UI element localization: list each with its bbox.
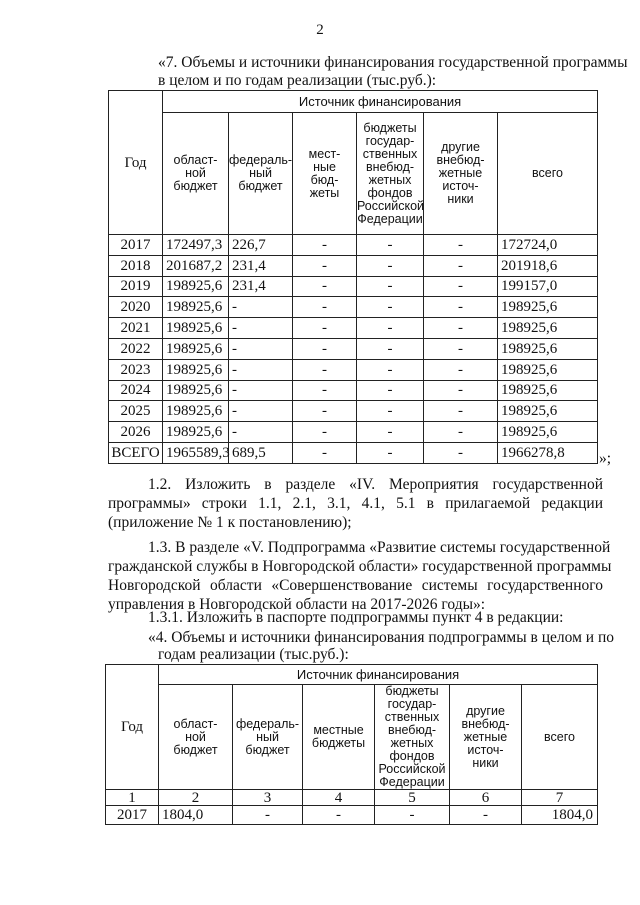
amount-cell: 172497,3: [163, 235, 229, 256]
column-number: 6: [450, 790, 522, 806]
section7-heading-line1: «7. Объемы и источники финансирования государственной программы: [158, 54, 628, 71]
amount-cell: -: [233, 806, 303, 825]
year-cell: 2023: [109, 359, 163, 380]
amount-cell: -: [229, 318, 293, 339]
amount-cell: -: [424, 297, 498, 318]
amount-cell: 198925,6: [163, 359, 229, 380]
amount-cell: -: [293, 276, 357, 297]
amount-cell: 198925,6: [498, 422, 598, 443]
paragraph-1-2-line3: (приложение № 1 к постановлению);: [108, 514, 352, 531]
paragraph-1-2-line2: программы» строки 1.1, 2.1, 3.1, 4.1, 5.1 в прилагаемой редакции: [108, 495, 603, 512]
table-row: [109, 359, 598, 380]
amount-cell: -: [424, 380, 498, 401]
col-header-total: всего: [522, 685, 598, 790]
amount-cell: 198925,6: [498, 380, 598, 401]
table-row: [109, 318, 598, 339]
amount-cell: 231,4: [229, 276, 293, 297]
amount-cell: -: [424, 318, 498, 339]
table-row: [109, 276, 598, 297]
amount-cell: -: [293, 380, 357, 401]
amount-cell: 198925,6: [163, 422, 229, 443]
amount-cell: -: [229, 297, 293, 318]
page-number: 2: [316, 22, 324, 38]
amount-cell: -: [293, 297, 357, 318]
col-header-other-sources: другие внебюд- жетные источ- ники: [450, 685, 522, 790]
amount-cell: -: [357, 442, 424, 463]
amount-cell: -: [293, 401, 357, 422]
amount-cell: 198925,6: [498, 338, 598, 359]
amount-cell: -: [424, 235, 498, 256]
table-closing-quote: »;: [599, 450, 612, 467]
amount-cell: 1804,0: [522, 806, 598, 825]
col-header-local: мест- ные бюд- жеты: [293, 113, 357, 235]
section4-heading-line2: годам реализации (тыс.руб.):: [158, 646, 349, 663]
amount-cell: -: [229, 338, 293, 359]
col-header-local: местные бюджеты: [303, 685, 375, 790]
amount-cell: -: [357, 380, 424, 401]
table-row: [109, 297, 598, 318]
amount-cell: -: [357, 297, 424, 318]
amount-cell: -: [293, 255, 357, 276]
amount-cell: 198925,6: [498, 401, 598, 422]
column-number: 3: [233, 790, 303, 806]
table-row: [109, 401, 598, 422]
table-row: [106, 806, 598, 825]
amount-cell: 198925,6: [163, 401, 229, 422]
amount-cell: 1804,0: [159, 806, 233, 825]
table-row: [109, 380, 598, 401]
amount-cell: -: [357, 255, 424, 276]
amount-cell: -: [293, 318, 357, 339]
amount-cell: -: [229, 422, 293, 443]
amount-cell: -: [357, 338, 424, 359]
paragraph-1-3-line3: Новгородской области «Совершенствование системы государственного: [108, 577, 603, 594]
paragraph-1-2-line1: 1.2. Изложить в разделе «IV. Мероприятия государственной: [148, 476, 603, 493]
table-row: [109, 255, 598, 276]
amount-cell: -: [357, 359, 424, 380]
funding-source-header: Источник финансирования: [159, 665, 598, 685]
funding-source-header: Источник финансирования: [163, 91, 598, 113]
amount-cell: -: [450, 806, 522, 825]
year-column-header: Год: [106, 665, 159, 790]
amount-cell: 198925,6: [163, 276, 229, 297]
amount-cell: 1966278,8: [498, 442, 598, 463]
year-cell: 2024: [109, 380, 163, 401]
amount-cell: 201687,2: [163, 255, 229, 276]
column-number: 2: [159, 790, 233, 806]
amount-cell: -: [357, 422, 424, 443]
amount-cell: 198925,6: [163, 297, 229, 318]
amount-cell: 198925,6: [163, 380, 229, 401]
amount-cell: 199157,0: [498, 276, 598, 297]
amount-cell: -: [229, 401, 293, 422]
amount-cell: 198925,6: [163, 338, 229, 359]
amount-cell: 226,7: [229, 235, 293, 256]
year-cell: ВСЕГО: [109, 442, 163, 463]
year-cell: 2018: [109, 255, 163, 276]
col-header-extrabudgetary-funds: бюджеты государ- ственных внебюд- жетных фондов Российской Федерации: [375, 685, 450, 790]
amount-cell: -: [293, 442, 357, 463]
year-cell: 2022: [109, 338, 163, 359]
col-header-regional: област- ной бюджет: [159, 685, 233, 790]
section7-heading-line2: в целом и по годам реализации (тыс.руб.):: [158, 72, 437, 89]
amount-cell: 198925,6: [498, 297, 598, 318]
table-row: [109, 442, 598, 463]
financing-table-program: [108, 90, 598, 464]
col-header-federal: федераль- ный бюджет: [229, 113, 293, 235]
amount-cell: -: [357, 401, 424, 422]
col-header-total: всего: [498, 113, 598, 235]
paragraph-1-3-line1: 1.3. В разделе «V. Подпрограмма «Развитие системы государственной: [148, 539, 611, 556]
table-row: [109, 422, 598, 443]
amount-cell: -: [424, 422, 498, 443]
amount-cell: -: [293, 422, 357, 443]
col-header-other-sources: другие внебюд- жетные источ- ники: [424, 113, 498, 235]
amount-cell: 198925,6: [163, 318, 229, 339]
year-column-header: Год: [109, 91, 163, 235]
amount-cell: 231,4: [229, 255, 293, 276]
amount-cell: -: [293, 338, 357, 359]
year-cell: 2019: [109, 276, 163, 297]
column-number: 7: [522, 790, 598, 806]
amount-cell: 172724,0: [498, 235, 598, 256]
paragraph-1-3-line4: управления в Новгородской области на 2017-2026 годы»:: [108, 596, 486, 613]
amount-cell: -: [424, 338, 498, 359]
amount-cell: -: [375, 806, 450, 825]
section4-heading-line1: «4. Объемы и источники финансирования подпрограммы в целом и по: [148, 629, 614, 646]
financing-table-subprogram: [105, 664, 598, 825]
col-header-federal: федераль- ный бюджет: [233, 685, 303, 790]
amount-cell: -: [293, 359, 357, 380]
column-number: 1: [106, 790, 159, 806]
year-cell: 2017: [106, 806, 159, 825]
table-row: [109, 235, 598, 256]
amount-cell: -: [424, 401, 498, 422]
col-header-extrabudgetary-funds: бюджеты государ- ственных внебюд- жетных фондов Российской Федерации: [357, 113, 424, 235]
amount-cell: 689,5: [229, 442, 293, 463]
year-cell: 2017: [109, 235, 163, 256]
amount-cell: 198925,6: [498, 359, 598, 380]
amount-cell: 201918,6: [498, 255, 598, 276]
column-numbering-row: [106, 790, 598, 806]
amount-cell: -: [424, 255, 498, 276]
amount-cell: -: [424, 276, 498, 297]
amount-cell: -: [229, 380, 293, 401]
year-cell: 2020: [109, 297, 163, 318]
amount-cell: 1965589,3: [163, 442, 229, 463]
column-number: 4: [303, 790, 375, 806]
amount-cell: 198925,6: [498, 318, 598, 339]
amount-cell: -: [357, 276, 424, 297]
year-cell: 2021: [109, 318, 163, 339]
amount-cell: -: [229, 359, 293, 380]
amount-cell: -: [357, 318, 424, 339]
column-number: 5: [375, 790, 450, 806]
paragraph-1-3-1: 1.3.1. Изложить в паспорте подпрограммы пункт 4 в редакции:: [148, 609, 564, 626]
year-cell: 2025: [109, 401, 163, 422]
year-cell: 2026: [109, 422, 163, 443]
paragraph-1-3-line2: гражданской службы в Новгородской области» государственной программы: [108, 558, 612, 575]
amount-cell: -: [303, 806, 375, 825]
table-row: [109, 338, 598, 359]
amount-cell: -: [424, 442, 498, 463]
amount-cell: -: [424, 359, 498, 380]
col-header-regional: област- ной бюджет: [163, 113, 229, 235]
amount-cell: -: [357, 235, 424, 256]
amount-cell: -: [293, 235, 357, 256]
